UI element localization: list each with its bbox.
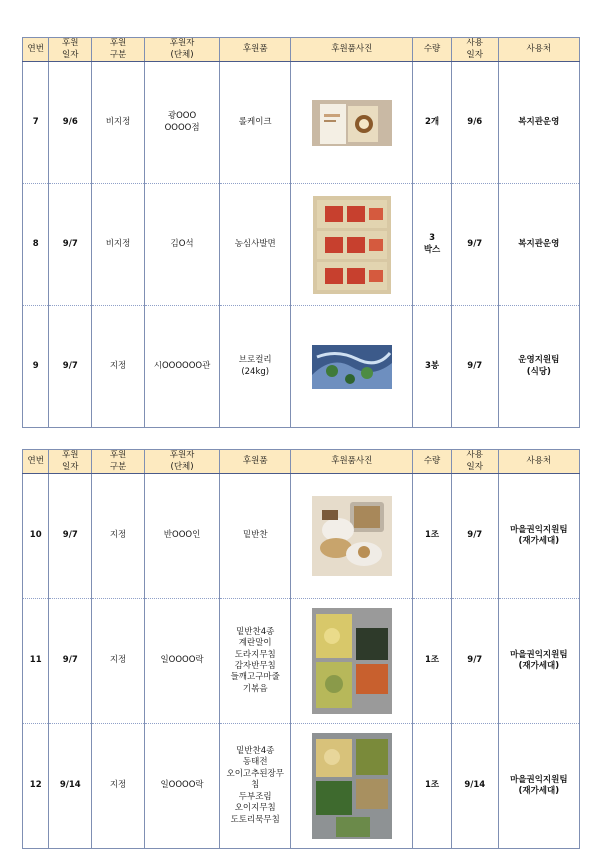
table-row xyxy=(23,184,580,306)
quantity: 1조 xyxy=(413,724,452,849)
table-row xyxy=(23,724,580,849)
donation-date: 9/6 xyxy=(49,62,92,184)
donation-date: 9/7 xyxy=(49,306,92,428)
use-date: 9/7 xyxy=(451,184,498,306)
header-row xyxy=(23,38,580,62)
side-dish-trays-photo-2 xyxy=(312,733,392,839)
donation-type: 비지정 xyxy=(92,184,145,306)
header-donor: 후원자 (단체) xyxy=(144,38,219,62)
table-row xyxy=(23,599,580,724)
use-date: 9/14 xyxy=(451,724,498,849)
side-dish-photo xyxy=(312,496,392,576)
item-photo xyxy=(291,62,413,184)
donor-name: 김O석 xyxy=(144,184,219,306)
donated-item: 농심사발면 xyxy=(220,184,291,306)
donation-type: 지정 xyxy=(92,306,145,428)
item-photo xyxy=(291,599,413,724)
header-no: 연번 xyxy=(23,38,49,62)
donation-date: 9/7 xyxy=(49,599,92,724)
donation-date: 9/7 xyxy=(49,184,92,306)
item-photo xyxy=(291,474,413,599)
donation-date: 9/7 xyxy=(49,474,92,599)
rollcake-photo xyxy=(312,100,392,146)
donor-name: 시OOOOOO관 xyxy=(144,306,219,428)
item-photo xyxy=(291,306,413,428)
side-dish-trays-photo xyxy=(312,608,392,714)
row-number: 12 xyxy=(23,724,49,849)
quantity: 1조 xyxy=(413,599,452,724)
item-photo xyxy=(291,724,413,849)
donated-item: 밑반찬4종 동태전 오이고추된장무 침 두부조림 오이지무침 도토리묵무침 xyxy=(220,724,291,849)
header-no: 연번 xyxy=(23,450,49,474)
header-item: 후원품 xyxy=(220,38,291,62)
use-place: 마을권익지원팀 (재가세대) xyxy=(498,724,579,849)
row-number: 7 xyxy=(23,62,49,184)
row-number: 11 xyxy=(23,599,49,724)
header-photo: 후원품사진 xyxy=(291,38,413,62)
use-date: 9/7 xyxy=(451,599,498,724)
header-use-date: 사용 일자 xyxy=(451,38,498,62)
quantity: 2개 xyxy=(413,62,452,184)
donor-name: 반OOO인 xyxy=(144,474,219,599)
header-donation-type: 후원 구분 xyxy=(92,38,145,62)
row-number: 10 xyxy=(23,474,49,599)
donation-type: 지정 xyxy=(92,724,145,849)
table-row xyxy=(23,62,580,184)
donation-type: 지정 xyxy=(92,599,145,724)
header-quantity: 수량 xyxy=(413,450,452,474)
donated-item: 밑반찬4종 계란말이 도라지무침 감자반무침 들깨고구마줄 기볶음 xyxy=(220,599,291,724)
header-donation-type: 후원 구분 xyxy=(92,450,145,474)
header-row xyxy=(23,450,580,474)
use-place: 마을권익지원팀 (재가세대) xyxy=(498,474,579,599)
quantity: 3봉 xyxy=(413,306,452,428)
row-number: 8 xyxy=(23,184,49,306)
use-place: 복지관운영 xyxy=(498,62,579,184)
header-donation-date: 후원 일자 xyxy=(49,38,92,62)
item-photo xyxy=(291,184,413,306)
donation-date: 9/14 xyxy=(49,724,92,849)
header-use-place: 사용처 xyxy=(498,38,579,62)
donation-table-2 xyxy=(22,449,580,849)
header-item: 후원품 xyxy=(220,450,291,474)
donated-item: 밑반찬 xyxy=(220,474,291,599)
noodle-box-photo xyxy=(313,196,391,294)
quantity: 1조 xyxy=(413,474,452,599)
row-number: 9 xyxy=(23,306,49,428)
donation-table-1 xyxy=(22,37,580,428)
header-photo: 후원품사진 xyxy=(291,450,413,474)
donor-name: 일OOOO락 xyxy=(144,724,219,849)
use-date: 9/6 xyxy=(451,62,498,184)
header-donation-date: 후원 일자 xyxy=(49,450,92,474)
header-quantity: 수량 xyxy=(413,38,452,62)
quantity: 3 박스 xyxy=(413,184,452,306)
broccoli-bag-photo xyxy=(312,345,392,389)
donated-item: 브로컬리 (24kg) xyxy=(220,306,291,428)
use-place: 운영지원팀 (식당) xyxy=(498,306,579,428)
use-date: 9/7 xyxy=(451,306,498,428)
donor-name: 일OOOO락 xyxy=(144,599,219,724)
header-donor: 후원자 (단체) xyxy=(144,450,219,474)
table-row xyxy=(23,474,580,599)
donation-type: 비지정 xyxy=(92,62,145,184)
header-use-place: 사용처 xyxy=(498,450,579,474)
donation-type: 지정 xyxy=(92,474,145,599)
use-place: 복지관운영 xyxy=(498,184,579,306)
donor-name: 광OOO OOOO점 xyxy=(144,62,219,184)
use-date: 9/7 xyxy=(451,474,498,599)
donated-item: 롤케이크 xyxy=(220,62,291,184)
header-use-date: 사용 일자 xyxy=(451,450,498,474)
table-row xyxy=(23,306,580,428)
use-place: 마을권익지원팀 (재가세대) xyxy=(498,599,579,724)
